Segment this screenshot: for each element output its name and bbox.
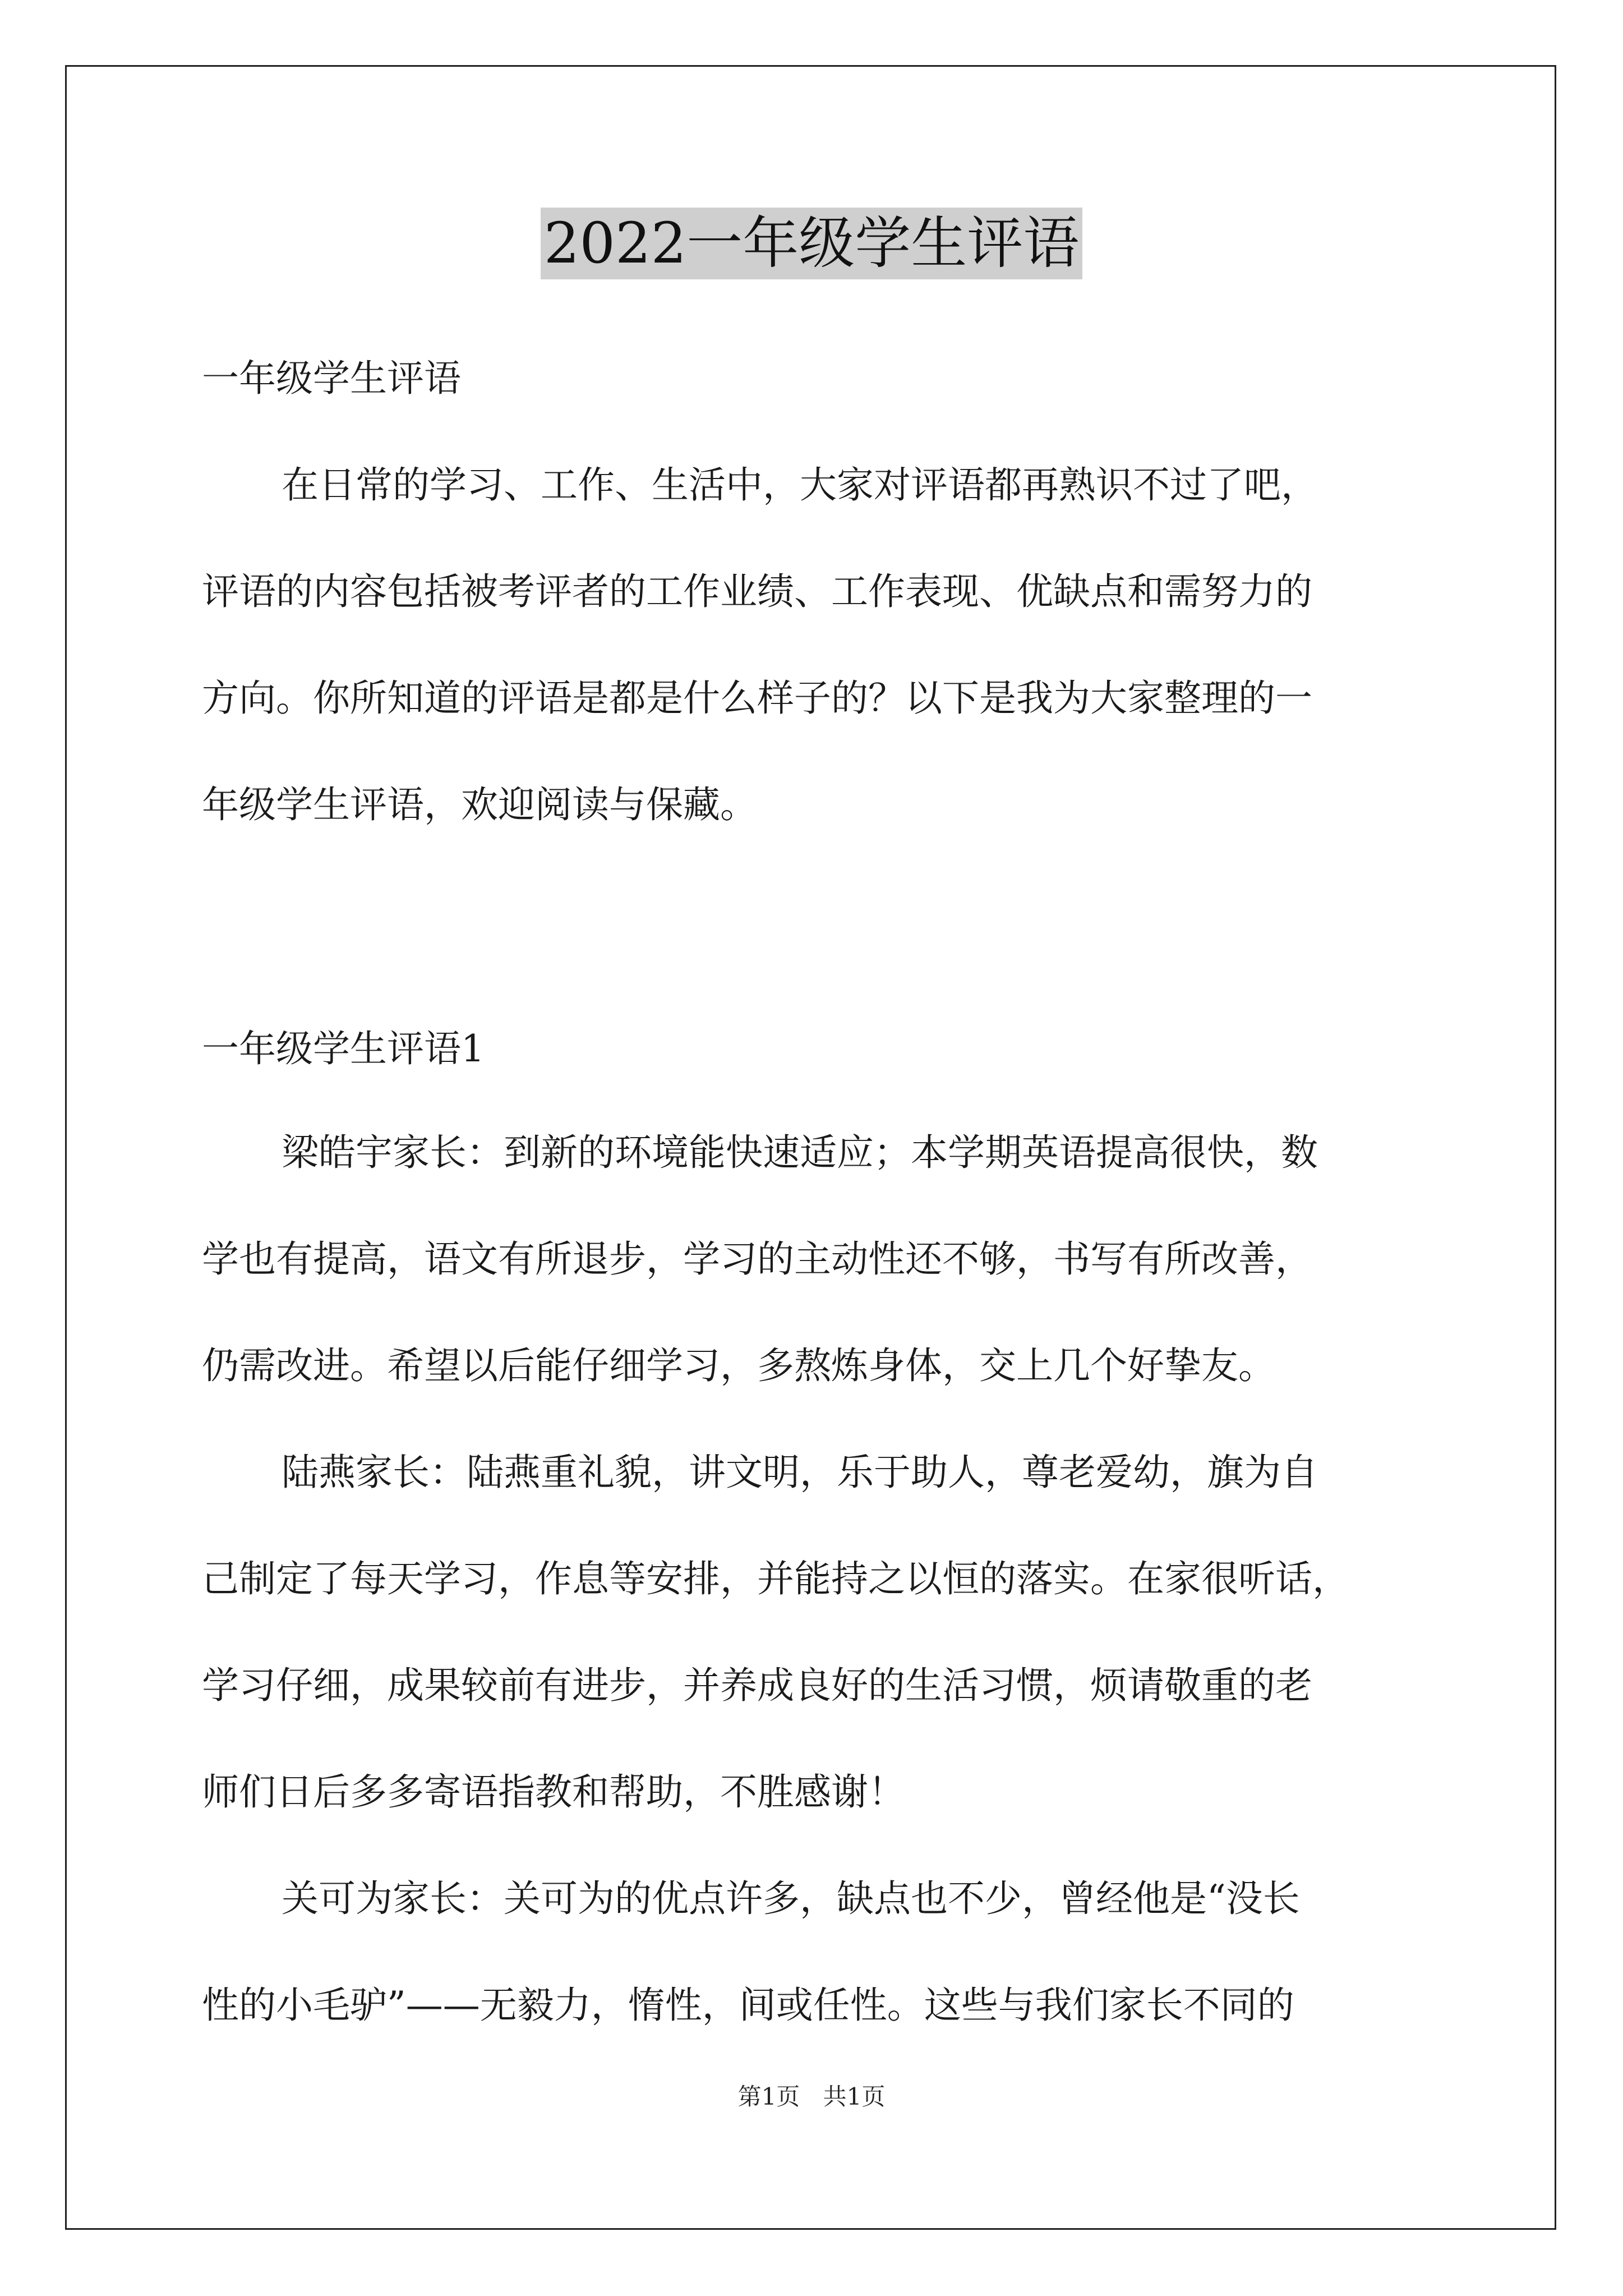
title-container — [0, 208, 1623, 279]
paragraph-line: 梁皓宇家长：到新的环境能快速适应；本学期英语提高很快，数 — [282, 1131, 1318, 1174]
paragraph-line: 己制定了每天学习，作息等安排，并能持之以恒的落实。在家很听话， — [202, 1557, 1349, 1600]
intro-line: 评语的内容包括被考评者的工作业绩、工作表现、优缺点和需努力的 — [202, 570, 1312, 613]
document-title: 2022一年级学生评语 — [541, 208, 1083, 279]
paragraph-line: 陆燕家长：陆燕重礼貌，讲文明，乐于助人，尊老爱幼，旗为自 — [282, 1451, 1318, 1494]
paragraph-line: 仍需改进。希望以后能仔细学习，多熬炼身体，交上几个好挚友。 — [202, 1344, 1275, 1387]
section-heading: 一年级学生评语 — [202, 357, 461, 400]
page-footer — [0, 2080, 1623, 2114]
intro-line: 在日常的学习、工作、生活中，大家对评语都再熟识不过了吧， — [282, 463, 1318, 507]
intro-line: 年级学生评语，欢迎阅读与保藏。 — [202, 783, 757, 826]
paragraph-line: 师们日后多多寄语指教和帮助，不胜感谢！ — [202, 1770, 905, 1814]
intro-line: 方向。你所知道的评语是都是什么样子的？以下是我为大家整理的一 — [202, 677, 1312, 720]
paragraph-line: 关可为家长：关可为的优点许多，缺点也不少，曾经他是“没长 — [282, 1877, 1300, 1920]
paragraph-line: 性的小毛驴”——无毅力，惰性，间或任性。这些与我们家长不同的 — [202, 1984, 1294, 2027]
page-total: 共1页 — [823, 2083, 886, 2110]
paragraph-line: 学也有提高，语文有所退步，学习的主动性还不够，书写有所改善， — [202, 1237, 1312, 1281]
subheading: 一年级学生评语1 — [202, 1027, 485, 1070]
page-number: 第1页 — [737, 2083, 800, 2110]
paragraph-line: 学习仔细，成果较前有进步，并养成良好的生活习惯，烦请敬重的老 — [202, 1664, 1312, 1707]
